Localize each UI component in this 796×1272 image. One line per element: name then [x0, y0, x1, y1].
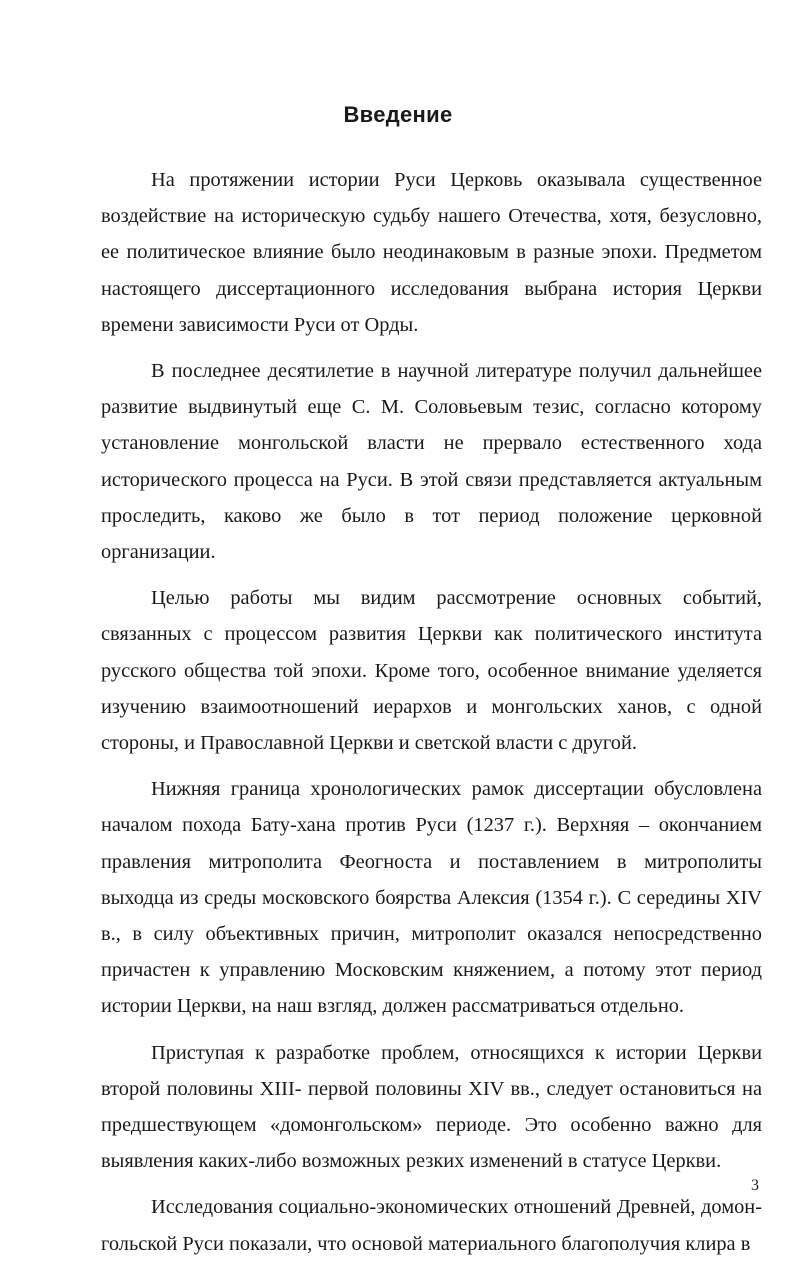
paragraph: Исследования социально-экономических отношений Древней, домонгольской Руси показали, что основой материального благополучия клира в: [101, 1196, 762, 1255]
page-title: Введение: [343, 102, 453, 127]
paragraph: В последнее десятилетие в научной литературе получил дальнейшее развитие выдвинутый еще С. М. Соловьевым тезис, согласно которому установление монгольской власти не прервало естественного хода исторического процесса на Руси. В этой связи представляется актуальным проследить, каково же было в тот период положение церковной организации.: [101, 360, 762, 564]
paragraph: Целью работы мы видим рассмотрение основных событий, связанных с процессом развития Церкви как политического института русского общества той эпохи. Кроме того, особенное внимание уделяется изучению взаимоотношений иерархов и монгольских ханов, с одной стороны, и Православной Церкви и светской власти с другой.: [101, 587, 762, 755]
body-text: [101, 162, 762, 1272]
paragraph: Нижняя граница хронологических рамок диссертации обусловлена началом похода Бату-хана против Руси (1237 г.). Верхняя – окончанием правления митрополита Феогноста и поставлением в митрополиты выходца из среды московского боярства Алексия (1354 г.). С середины XIV в., в силу объективных причин, митрополит оказался непосредственно причастен к управлению Московским княжением, а потому этот период истории Церкви, на наш взгляд, должен рассматриваться отдельно.: [101, 778, 762, 1018]
paragraph: На протяжении истории Руси Церковь оказывала существенное воздействие на историческую судьбу нашего Отечества, хотя, безусловно, ее политическое влияние было неодинаковым в разные эпохи. Предметом настоящего диссертационного исследования выбрана история Церкви времени зависимости Руси от Орды.: [101, 169, 762, 336]
paragraph: Приступая к разработке проблем, относящихся к истории Церкви второй половины XIII- первой половины XIV вв., следует остановиться на предшествующем «домонгольском» периоде. Это особенно важно для выявления каких-либо возможных резких изменений в статусе Церкви.: [101, 1041, 762, 1173]
page-number: 3: [751, 1177, 759, 1194]
